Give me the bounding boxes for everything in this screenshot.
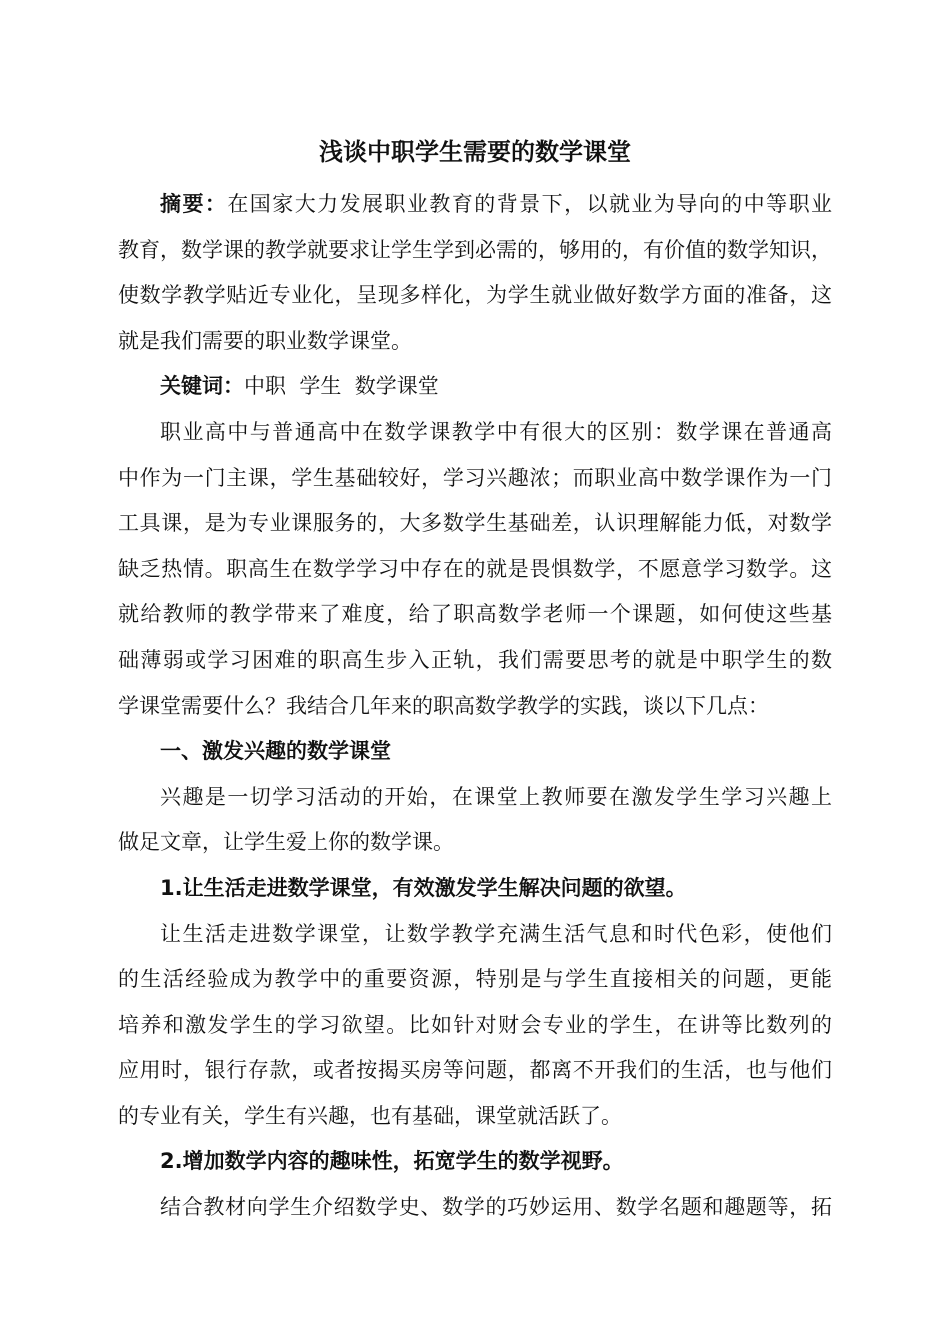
- abstract-label: 摘要：: [160, 192, 228, 216]
- intro-line: 础薄弱或学习困难的职高生步入正轨，我们需要思考的就是中职学生的数: [118, 647, 832, 672]
- section-heading: 一、激发兴趣的数学课堂: [160, 739, 391, 764]
- intro-line: 职业高中与普通高中在数学课教学中有很大的区别：数学课在普通高: [160, 419, 832, 444]
- abstract-line: 就是我们需要的职业数学课堂。: [118, 328, 412, 353]
- abstract-line: 教育，数学课的教学就要求让学生学到必需的，够用的，有价值的数学知识，: [118, 237, 832, 262]
- point-line: 的生活经验成为教学中的重要资源，特别是与学生直接相关的问题，更能: [118, 967, 832, 992]
- abstract-line: 使数学教学贴近专业化，呈现多样化，为学生就业做好数学方面的准备，这: [118, 283, 832, 308]
- point-heading: 2.增加数学内容的趣味性，拓宽学生的数学视野。: [160, 1149, 624, 1174]
- keywords-label: 关键词：: [160, 374, 244, 399]
- intro-line: 缺乏热情。职高生在数学学习中存在的就是畏惧数学，不愿意学习数学。这: [118, 556, 832, 581]
- intro-line: 学课堂需要什么？我结合几年来的职高数学教学的实践，谈以下几点：: [118, 693, 769, 718]
- point-heading: 1.让生活走进数学课堂，有效激发学生解决问题的欲望。: [160, 875, 687, 900]
- intro-line: 工具课，是为专业课服务的，大多数学生基础差，认识理解能力低，对数学: [118, 511, 832, 536]
- document-title: 浅谈中职学生需要的数学课堂: [319, 138, 631, 166]
- intro-line: 中作为一门主课，学生基础较好，学习兴趣浓；而职业高中数学课作为一门: [118, 465, 832, 490]
- abstract-text: 在国家大力发展职业教育的背景下，以就业为导向的中等职业: [227, 192, 832, 216]
- keywords-line: [118, 364, 832, 410]
- point-line: 让生活走进数学课堂，让数学教学充满生活气息和时代色彩，使他们: [160, 921, 832, 946]
- point-line: 的专业有关，学生有兴趣，也有基础，课堂就活跃了。: [118, 1103, 622, 1128]
- point-line: 结合教材向学生介绍数学史、数学的巧妙运用、数学名题和趣题等，拓: [160, 1195, 832, 1220]
- point-line: 培养和激发学生的学习欲望。比如针对财会专业的学生，在讲等比数列的: [118, 1012, 832, 1037]
- point-line: 应用时，银行存款，或者按揭买房等问题，都离不开我们的生活，也与他们: [118, 1058, 832, 1083]
- section-line: 做足文章，让学生爱上你的数学课。: [118, 830, 454, 855]
- document-body: [118, 182, 832, 1231]
- section-line: 兴趣是一切学习活动的开始，在课堂上教师要在激发学生学习兴趣上: [160, 784, 832, 809]
- intro-line: 就给教师的教学带来了难度，给了职高数学老师一个课题，如何使这些基: [118, 602, 832, 627]
- abstract-line: [118, 182, 832, 228]
- keywords-value: 中职 学生 数学课堂: [244, 374, 439, 399]
